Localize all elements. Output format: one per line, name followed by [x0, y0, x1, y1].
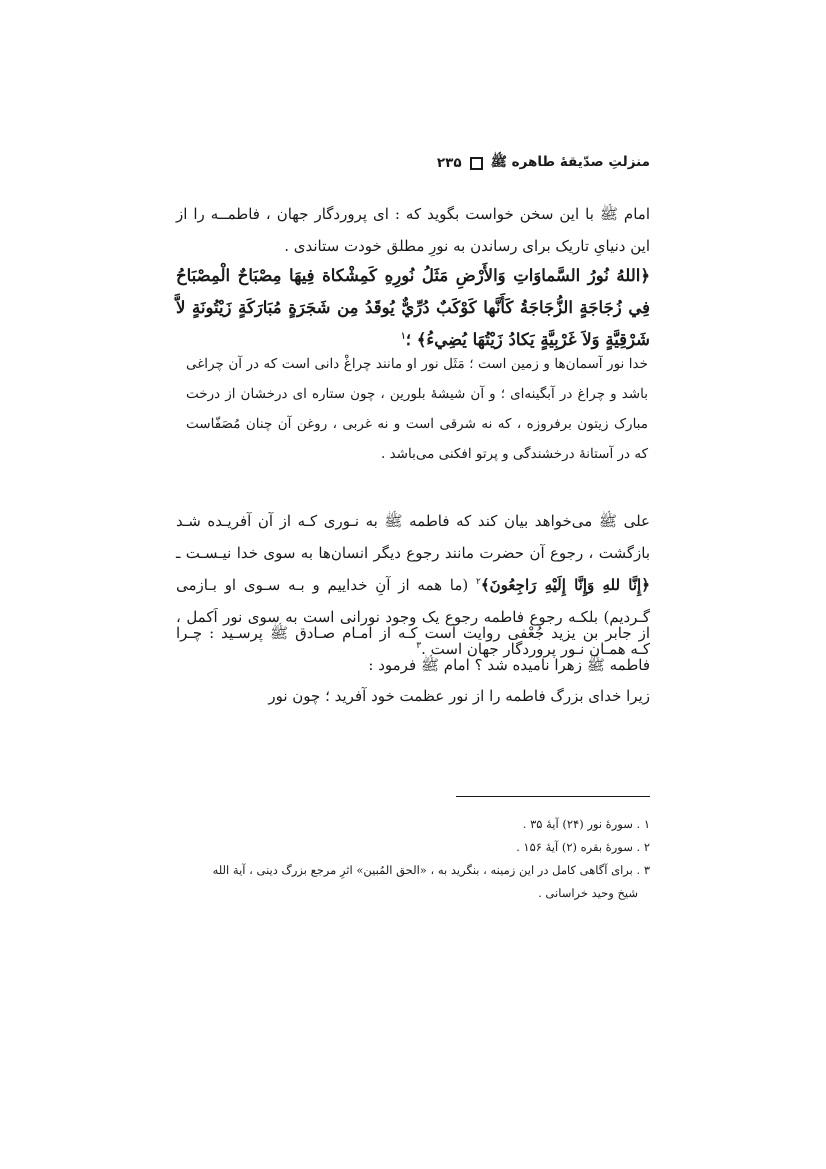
- footnote-3-continued: شیخ وحید خراسانی .: [538, 886, 638, 900]
- square-ornament-icon: [470, 157, 483, 170]
- footnote-divider: [456, 796, 650, 797]
- paragraph-1: امام ﷺ با این سخن خواست بگوید که : ای پروردگار جهان ، فاطمــه را از این دنیایِ تاریک برای رساندن به نورِ مطلق خودت ستاندی .: [176, 205, 650, 255]
- paragraph-2-part-a: علی ﷺ می‌خواهد بیان کند که فاطمه ﷺ به نـوری کـه از آن آفریـده شـد بازگشت ، رجوع آن حضرت مانند رجوع دیگر انسان‌ها به سوی خدا نیـسـت ـ: [176, 512, 650, 562]
- quran-verse: [176, 260, 676, 356]
- footnote-1: ۱ . سورهٔ نور (۲۴) آیهٔ ۳۵ .: [522, 817, 650, 831]
- footnote-2: ۲ . سورهٔ بقره (۲) آیهٔ ۱۵۶ .: [516, 840, 650, 854]
- paragraph-3: از جابر بن یزید جُعْفی روایت است کـه از امـام صـادق ﷺ پرسـید : چـرا فاطمه ﷺ زهرا نامیده شد ؟ امام ﷺ فرمود :: [176, 624, 650, 674]
- quran-verse-text: ﴿اللهُ نُورُ السَّماوَاتِ وَالأَرْضِ مَثَلُ نُورِهِ كَمِشْكاة فِيهَا مِصْبَاحٌ الْمِصْبَاحُ فِي زُجَاجَةٍ الزُّجَاجَةُ كَأَنَّها كَوْكَبٌ دُرِّيٌّ يُوقَدُ مِن شَجَرَةٍ مُبَارَكَةٍ زَيْتُونَةٍ لاَّ شَرْقِيَّةٍ وَلاَ غَرْبِيَّةٍ يَكادُ زَيْتُهَا يُضِيءُ﴾: [176, 266, 650, 349]
- inline-quran-verse: ﴿إِنَّا للهِ وَإِنَّا إِلَيْهِ رَاجِعُونَ﴾: [480, 576, 650, 594]
- running-title: منزلتِ صدّیقهٔ طاهره ﷺ: [490, 154, 650, 170]
- footnotes: [176, 814, 650, 906]
- footnote-ref-2[interactable]: ۲: [476, 577, 481, 587]
- footnote-3: ۳ . برای آگاهی کامل در این زمینه ، بنگرید به ، «الحق المُبین» اثرِ مرجع بزرگ دینی ، آیة الله: [212, 863, 650, 877]
- paragraph-4: زیرا خدای بزرگ فاطمه را از نور عظمت خود آفرید ؛ چون نور: [268, 687, 650, 705]
- paragraph-2-part-b: (ما همه از آنِ خداییم و بـه سـوی او بـازمی گـردیم) بلکـه رجوع فاطمه رجوع یک وجود نورانی است به سوی نور اَکمل ، کـه همـان نـور پروردگار جهان است .: [176, 576, 650, 658]
- page-number: ۲۳۵: [436, 155, 462, 171]
- footnote-ref-3[interactable]: ۳: [416, 641, 422, 651]
- footnote-ref-1[interactable]: ۱: [400, 331, 406, 342]
- verse-translation: خدا نور آسمان‌ها و زمین است ؛ مَثَل نور او مانند چراغْ دانی است که در آن چراغی باشد و چراغ در آبگینه‌ای ؛ و آن شیشهٔ بلورین ، چون ستاره ای درخشان از درخت مبارک زیتون برفروزه ، که نه شرقی است و نه غربی ، روغن آن چنان مُصَفّاست که در آستانهٔ درخشندگی و پرتو افکنی می‌باشد .: [186, 356, 648, 462]
- running-header: [176, 151, 650, 175]
- quran-verse-punct: ؛: [405, 330, 417, 349]
